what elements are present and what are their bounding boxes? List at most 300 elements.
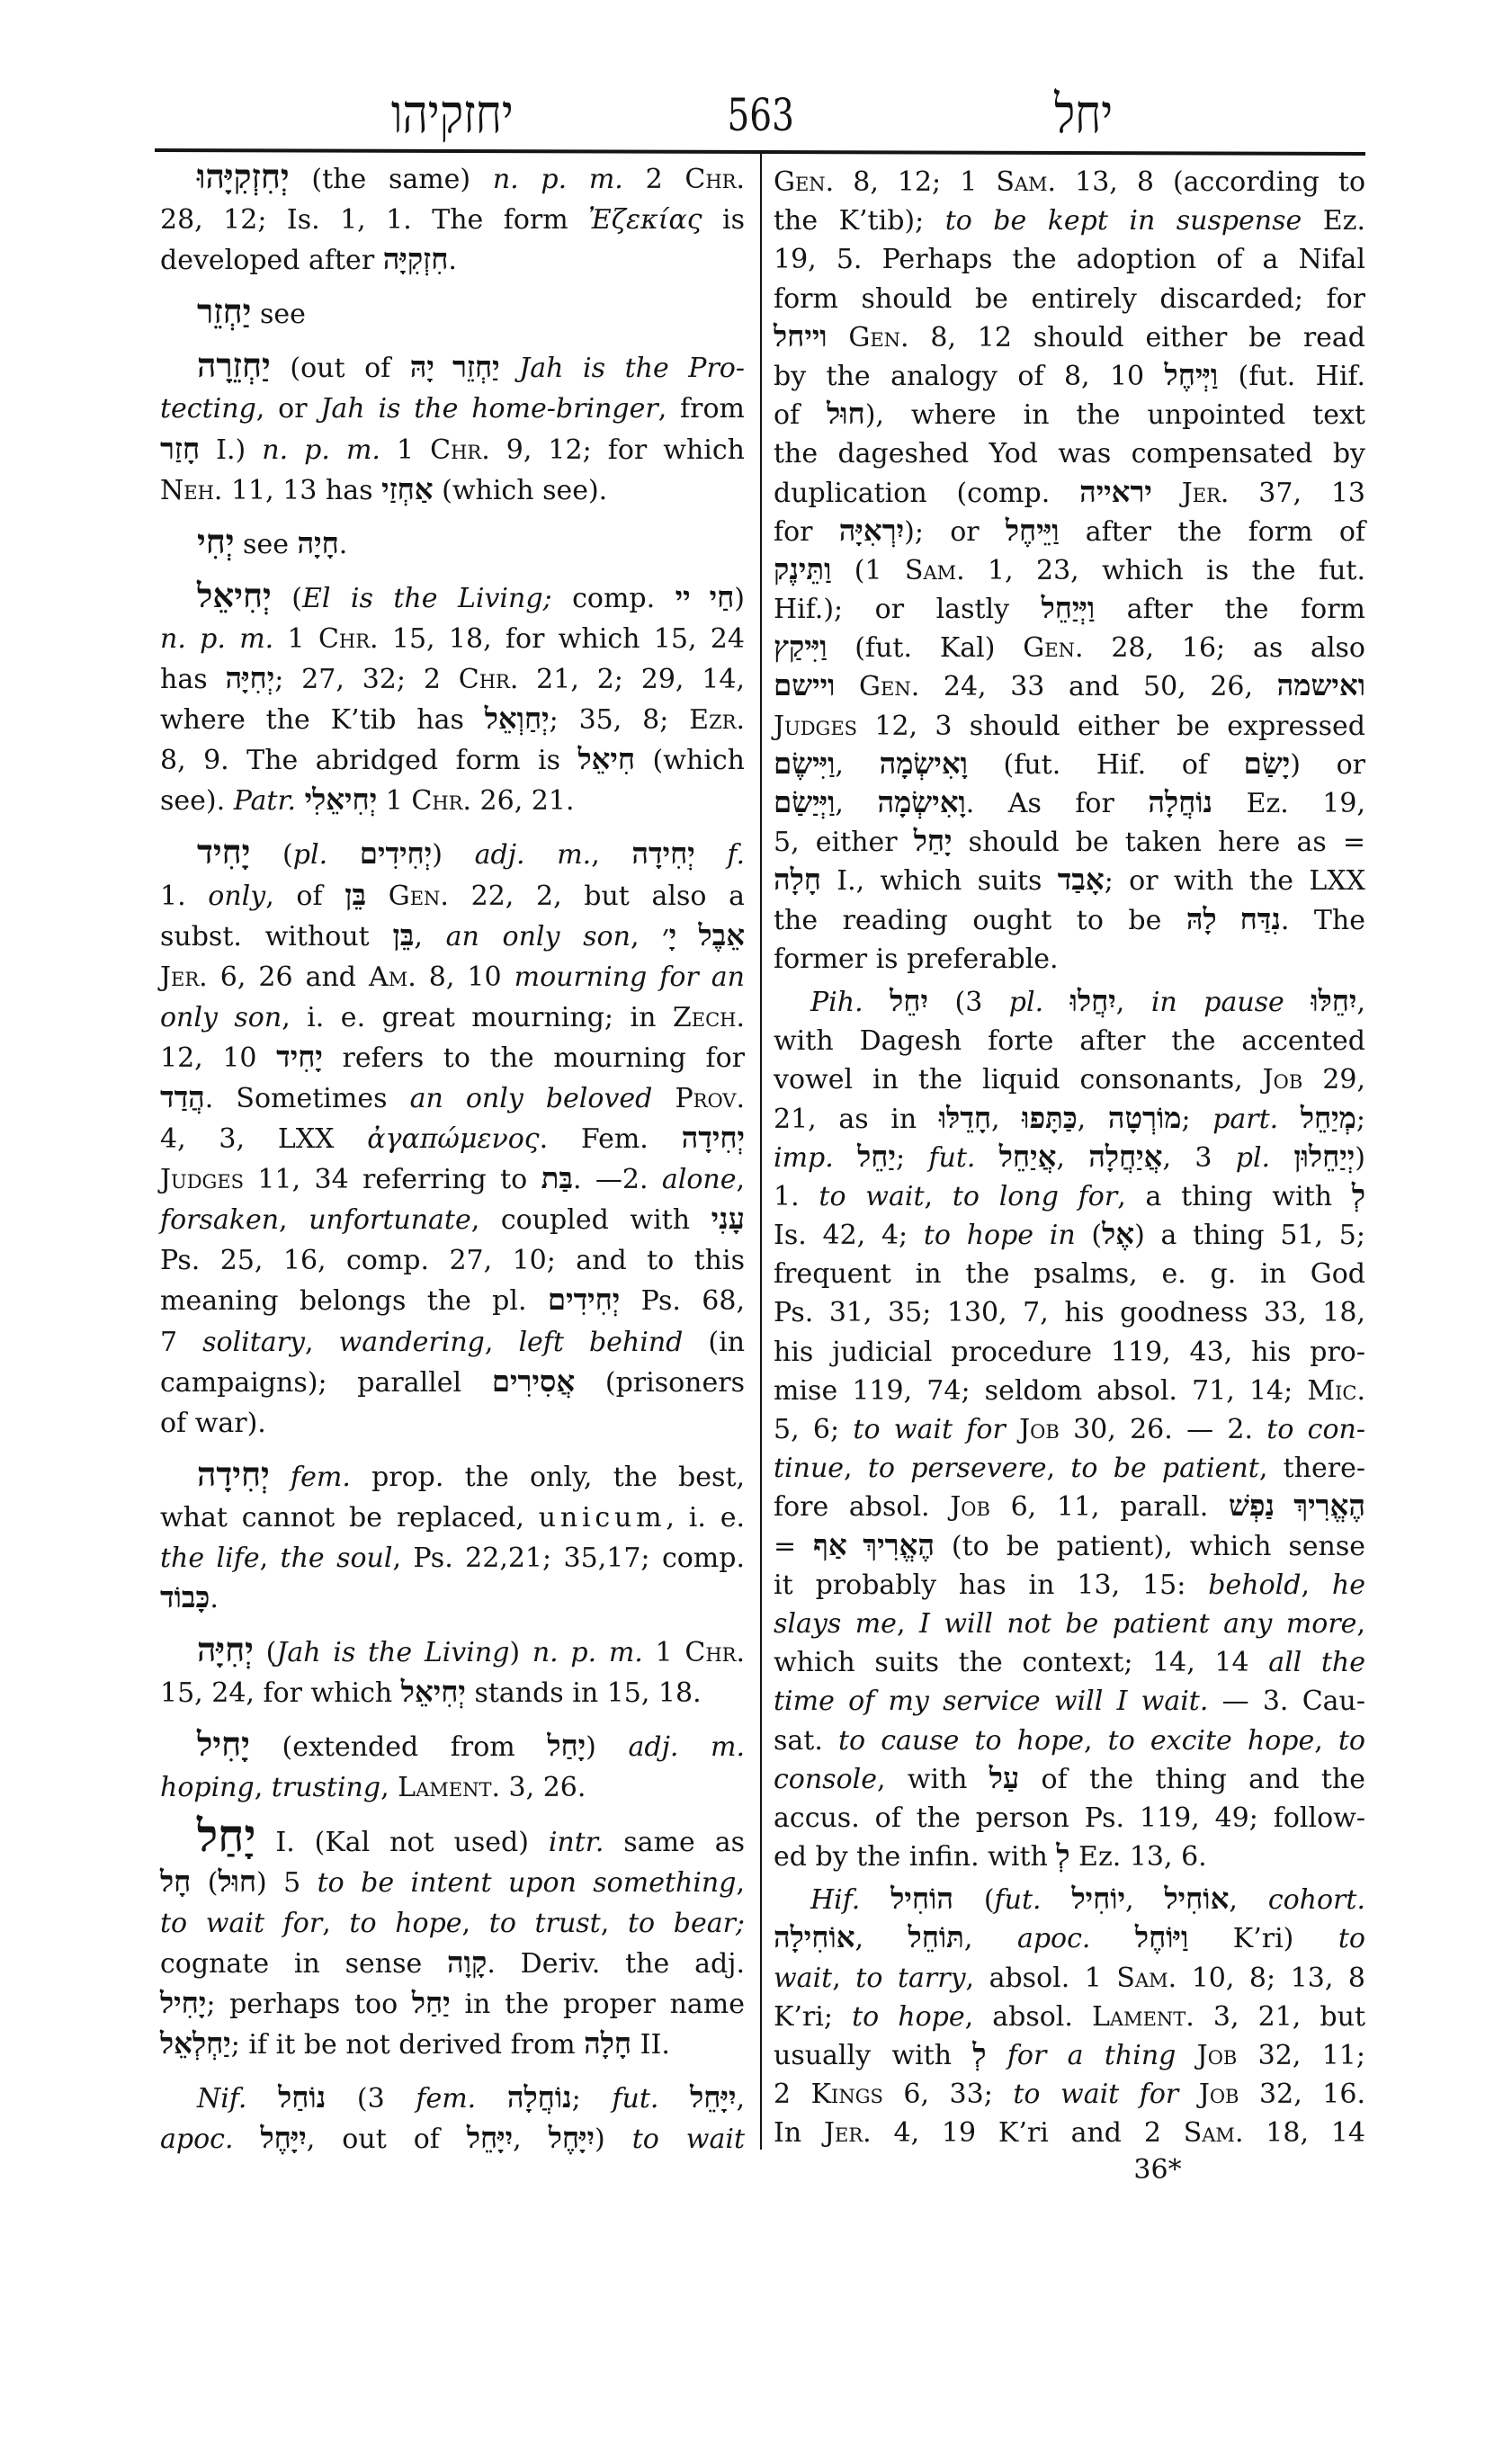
- hebrew-word: יִחֵלּוּ: [1311, 985, 1357, 1018]
- italic-text: fem.: [291, 1461, 351, 1493]
- text: 11, 13 has: [222, 474, 382, 506]
- text: ; perhaps too: [206, 1988, 412, 2020]
- text: is: [702, 204, 746, 237]
- hebrew-word: עַל: [989, 1762, 1020, 1795]
- text: ,: [305, 1326, 339, 1358]
- book-reference: Gen.: [848, 321, 909, 353]
- text: former is preferable.: [774, 943, 1059, 975]
- italic-text: to be intent upon something: [317, 1866, 737, 1899]
- text: 5, either: [774, 827, 914, 859]
- text: , from: [658, 393, 745, 425]
- text: campaigns); parallel: [160, 1366, 492, 1399]
- left-column-line: [160, 1863, 745, 1903]
- hebrew-word: וָאִישְׂמָה: [879, 747, 968, 781]
- left-column-line: [160, 1632, 745, 1673]
- text: Ps. 25, 16, comp. 27, 10; and to this: [160, 1245, 745, 1277]
- italic-text: adj. m.: [474, 839, 592, 872]
- left-column-line: [160, 2119, 745, 2159]
- text: . As for: [965, 788, 1149, 819]
- text: ,: [322, 1907, 350, 1939]
- hebrew-word: כַּתָּפוּ: [1022, 1102, 1078, 1135]
- left-column-line: [160, 619, 745, 659]
- text: form should be entirely discarded; for: [774, 282, 1365, 315]
- text: (the same): [289, 164, 493, 195]
- text: , a thing with: [1117, 1180, 1352, 1212]
- hebrew-word: וַתֵּינֶק: [774, 553, 832, 586]
- left-column-line: [160, 1281, 745, 1321]
- text: [828, 322, 849, 353]
- text: his judicial procedure 119, 43, his pro-: [774, 1336, 1365, 1368]
- italic-text: to wait for: [160, 1907, 323, 1939]
- text: of: [774, 399, 828, 432]
- text: see: [234, 528, 298, 560]
- text: ,: [630, 920, 663, 952]
- text: [1178, 2079, 1199, 2110]
- hebrew-word: יָחִיד: [276, 1041, 323, 1074]
- left-column-line: [160, 1767, 745, 1808]
- text: frequent in the psalms, e. g. in God: [774, 1258, 1365, 1291]
- text: — 3. Cau-: [1208, 1685, 1365, 1718]
- italic-text: Jah is the home-bringer: [320, 393, 658, 425]
- italic-text: unfortunate: [309, 1204, 471, 1237]
- italic-text: imp.: [774, 1141, 834, 1174]
- book-reference: Job: [1198, 2079, 1239, 2111]
- text: ): [1355, 1141, 1365, 1174]
- text: by the analogy of 8, 10: [774, 360, 1165, 392]
- text: 6, 26 and: [207, 961, 370, 993]
- text: (prisoners: [575, 1366, 745, 1399]
- text: 1.: [774, 1180, 819, 1212]
- italic-text: alone: [661, 1164, 737, 1196]
- hebrew-word: יִחֵל: [890, 985, 928, 1018]
- text: ,: [1084, 1724, 1108, 1757]
- guide-word-left: יחזקיהו: [390, 85, 514, 144]
- hebrew-word: נוֹחַל: [278, 2082, 327, 2115]
- text: ,: [1046, 1453, 1071, 1485]
- italic-text: to bear;: [627, 1907, 746, 1939]
- book-reference: Prov.: [675, 1082, 745, 1114]
- text: ,: [844, 1453, 868, 1485]
- book-reference: Sam.: [904, 554, 965, 586]
- text: [1006, 1414, 1019, 1445]
- text: duplication (comp.: [774, 477, 1080, 509]
- text: ,: [600, 1907, 628, 1939]
- italic-text: to persevere: [867, 1453, 1047, 1485]
- text: ,: [1301, 1569, 1332, 1601]
- italic-text: the life: [160, 1542, 260, 1574]
- italic-text: to tarry: [855, 1962, 966, 1994]
- text: ): [432, 839, 475, 872]
- headword: יְחִידָה: [197, 1456, 270, 1494]
- hebrew-word: הֶאֱרִיךְ אַף: [813, 1529, 935, 1562]
- text: with Dagesh forte after the accented: [774, 1025, 1365, 1058]
- left-column-line: [160, 1240, 745, 1281]
- text: [1152, 478, 1182, 509]
- headword: יְחִזְקִיָּהוּ: [197, 159, 290, 196]
- text: (out of: [270, 353, 410, 385]
- hebrew-word: חִזְקִיָּה: [382, 244, 449, 277]
- text: ,: [736, 1866, 745, 1899]
- text: prop. the only, the best,: [350, 1461, 745, 1493]
- text: , with: [877, 1763, 989, 1795]
- text: (3: [326, 2083, 416, 2115]
- right-column-line: [774, 1293, 1365, 1332]
- text: ): [734, 582, 746, 614]
- right-column-line: [774, 1100, 1365, 1139]
- headword: יְחִי: [197, 523, 235, 561]
- italic-text: mourning for an: [514, 961, 745, 993]
- italic-text: n. p. m.: [492, 164, 623, 195]
- text: =: [774, 1530, 814, 1562]
- italic-text: adj. m.: [628, 1731, 745, 1764]
- book-reference: Job: [950, 1491, 990, 1524]
- left-column-line: [160, 781, 745, 821]
- running-head-center: [716, 79, 806, 151]
- text: (extended from: [249, 1731, 548, 1764]
- text: (which: [635, 745, 745, 777]
- text: 28, 12; Is. 1, 1. The form: [160, 204, 589, 237]
- right-column-line: [774, 1527, 1365, 1566]
- left-column-line: [160, 1038, 745, 1078]
- book-reference: Judges: [160, 1164, 245, 1196]
- italic-text: to wait for: [853, 1414, 1006, 1445]
- right-column-line: [774, 1881, 1365, 1919]
- text: ,: [736, 1164, 746, 1196]
- text: ,: [1077, 1103, 1108, 1135]
- text: subst. without: [160, 920, 393, 952]
- italic-text: only: [208, 880, 266, 912]
- left-column-line: [160, 700, 745, 740]
- right-column-line: [774, 1919, 1365, 1958]
- text: [1090, 1923, 1134, 1954]
- text: 12, 10: [160, 1042, 277, 1074]
- headword: יַחְזֵר: [197, 294, 252, 332]
- text: . Fem.: [539, 1123, 682, 1156]
- italic-text: Pih.: [810, 986, 863, 1018]
- hebrew-word: יראייה: [1079, 476, 1152, 509]
- right-column-line: [774, 1838, 1365, 1876]
- hebrew-word: יְחִיָּה: [225, 663, 275, 696]
- left-column: [160, 159, 745, 2159]
- text: ,: [414, 920, 446, 952]
- book-reference: Chr.: [684, 1637, 745, 1669]
- italic-text: to long for: [952, 1180, 1118, 1212]
- hebrew-word: אוֹחִילָה: [774, 1922, 855, 1955]
- italic-text: all the: [1268, 1647, 1365, 1679]
- hebrew-word: וַיִּישֶׂם: [774, 747, 836, 781]
- text: 19, 5. Perhaps the adoption of a Nifal: [774, 244, 1365, 276]
- text: ), where in the unpointed text: [864, 399, 1365, 432]
- text: it probably has in 13, 15:: [774, 1569, 1209, 1601]
- hebrew-word: וַיֵּיחֶל: [1005, 514, 1060, 548]
- right-column-line: [774, 396, 1365, 434]
- text: I., which suits: [820, 865, 1058, 898]
- left-column-line: [160, 1944, 745, 1984]
- left-column-line: [160, 1159, 745, 1200]
- text: the K’tib);: [774, 205, 945, 237]
- text: ) 5: [256, 1866, 318, 1899]
- hebrew-word: וייחל: [774, 320, 828, 353]
- left-column-line: [160, 200, 745, 240]
- left-column-line: [160, 1363, 745, 1403]
- page-number: 563: [727, 89, 795, 141]
- italic-text: Nif.: [197, 2083, 247, 2115]
- italic-text: only son: [160, 1001, 282, 1033]
- text: ): [586, 1731, 629, 1764]
- text: after the form: [1095, 594, 1365, 626]
- text: .: [448, 245, 457, 277]
- italic-text: left behind: [518, 1326, 684, 1358]
- text: accus. of the person Ps. 119, 49; follow-: [774, 1802, 1365, 1834]
- text: see).: [160, 785, 234, 818]
- text: [835, 671, 859, 702]
- right-column-line: [774, 1372, 1365, 1410]
- text: 11, 34 referring to: [244, 1164, 541, 1196]
- italic-text: slays me: [774, 1607, 897, 1640]
- book-reference: Kings: [810, 2079, 883, 2111]
- text: sat.: [774, 1724, 838, 1757]
- text: ; 35, 8;: [549, 704, 690, 737]
- text: ,: [854, 1923, 908, 1955]
- left-column-line: [160, 389, 745, 429]
- book-reference: Gen.: [774, 166, 835, 198]
- text: developed after: [160, 245, 383, 277]
- text: [296, 785, 305, 817]
- hebrew-word: הֲדַד: [160, 1081, 205, 1114]
- left-column-line: [160, 348, 745, 389]
- book-reference: Sam.: [1183, 2117, 1244, 2150]
- text: ,: [924, 1180, 953, 1212]
- text: [1270, 1142, 1293, 1174]
- text: (fut. Hif.: [1218, 360, 1365, 392]
- italic-text: trusting: [271, 1772, 381, 1804]
- right-column-line: [774, 1998, 1365, 2036]
- hebrew-word: יַחְלְאֵל: [160, 2028, 231, 2061]
- text: (: [253, 1637, 277, 1669]
- text: [1284, 987, 1311, 1018]
- root-headword: יָחַל: [197, 1811, 256, 1861]
- hebrew-word: וַיְּיַשַׂם: [774, 787, 836, 819]
- right-column-line: [774, 1449, 1365, 1488]
- text: ;: [571, 2083, 613, 2115]
- book-reference: Gen.: [1023, 632, 1084, 665]
- italic-text: an only son: [445, 920, 631, 952]
- italic-text: n. p. m.: [160, 622, 274, 655]
- text: 21, 2; 29, 14,: [518, 664, 745, 696]
- left-column-line: [160, 240, 745, 281]
- hebrew-word: חוּל: [218, 1865, 257, 1899]
- italic-text: he: [1331, 1569, 1365, 1601]
- text: ;: [1355, 1103, 1365, 1135]
- left-column-line: [160, 1119, 745, 1159]
- right-column-line: [774, 784, 1365, 823]
- hebrew-word: יַחֵל: [857, 1140, 896, 1174]
- text: Ez.: [1302, 205, 1365, 237]
- hebrew-word: יִרְאִיָּה: [838, 514, 905, 548]
- text: 4, 19 K’ri and 2: [871, 2117, 1184, 2150]
- text: ;: [895, 1141, 929, 1174]
- hebrew-word: נוֹחֲלָה: [506, 2082, 572, 2115]
- text: 21, as in: [774, 1103, 939, 1135]
- right-column-line: [774, 823, 1365, 862]
- right-column-line: [774, 940, 1365, 979]
- italic-text: pl.: [1235, 1141, 1271, 1174]
- text: ;: [1181, 1103, 1213, 1135]
- text: 12, 3 should either be expressed: [857, 710, 1365, 742]
- book-reference: Chr.: [430, 434, 490, 466]
- text: ; if it be not derived from: [230, 2029, 585, 2061]
- text: , there-: [1258, 1453, 1365, 1485]
- text: [652, 1083, 675, 1114]
- italic-text: hoping: [160, 1772, 255, 1804]
- book-reference: Chr.: [458, 664, 519, 696]
- text: Ps. 31, 35; 130, 7, his goodness 33, 18,: [774, 1297, 1365, 1329]
- italic-text: to: [1338, 1724, 1365, 1757]
- italic-text: El is the Living;: [301, 582, 552, 614]
- hebrew-word: אֲסִירִים: [491, 1365, 576, 1399]
- book-reference: Jer.: [160, 961, 208, 993]
- text: ,: [513, 2124, 549, 2156]
- italic-text: f.: [727, 839, 745, 872]
- text: Ps. 68,: [620, 1285, 745, 1318]
- right-column-line: [774, 1682, 1365, 1721]
- text: 18, 14: [1243, 2117, 1365, 2150]
- text: which suits the context; 14, 14: [774, 1647, 1269, 1679]
- left-column-line: [160, 1200, 745, 1240]
- italic-text: to hope: [349, 1907, 462, 1939]
- left-column-line: [160, 917, 745, 957]
- italic-text: tinue: [774, 1453, 845, 1485]
- hebrew-word: יִיָּחֵל: [690, 2082, 737, 2115]
- text: II.: [631, 2029, 670, 2061]
- left-column-line: [160, 1498, 745, 1538]
- italic-text: fut.: [928, 1141, 976, 1174]
- left-column-line: [160, 659, 745, 700]
- book-reference: Chr.: [318, 622, 379, 655]
- hebrew-word: אֲיַחֵל: [998, 1140, 1057, 1174]
- right-column-line: [774, 318, 1365, 357]
- hebrew-word: יְחַוְאֵל: [484, 703, 550, 737]
- text: [987, 2040, 1007, 2071]
- book-reference: Mic.: [1307, 1374, 1365, 1407]
- text: [860, 1884, 890, 1916]
- hebrew-word: יְחִיאֵל: [400, 1677, 466, 1710]
- hebrew-word: וָאִישְׂמָה: [877, 787, 966, 819]
- spaced-text: unicum: [538, 1501, 667, 1533]
- left-column-line: [160, 957, 745, 997]
- left-column-line: [160, 1903, 745, 1944]
- italic-text: the soul: [280, 1542, 393, 1574]
- text: 1: [380, 434, 431, 466]
- left-column-line: [160, 2079, 745, 2119]
- text: 15, 18, for which 15, 24: [378, 622, 745, 655]
- italic-text: wait: [774, 1962, 833, 1994]
- italic-text: pl.: [1008, 986, 1044, 1018]
- book-reference: Lament.: [1092, 2000, 1194, 2033]
- text: 13, 8 (according to: [1056, 166, 1366, 198]
- hebrew-word: עָנִי: [711, 1203, 745, 1237]
- book-reference: Gen.: [388, 880, 449, 912]
- hebrew-word: מְיַחֵל: [1300, 1102, 1356, 1135]
- italic-text: I will not be patient any more: [919, 1607, 1357, 1640]
- book-reference: Job: [1196, 2040, 1238, 2071]
- text: , absol. 1: [965, 1962, 1117, 1994]
- right-column-line: [774, 901, 1365, 940]
- italic-text: fem.: [416, 2083, 477, 2115]
- text: 3, 26.: [500, 1772, 586, 1804]
- hebrew-word: יָשַׂם: [1243, 747, 1291, 781]
- text: 8, 10: [416, 961, 514, 993]
- text: 2: [622, 164, 685, 195]
- book-reference: Neh.: [160, 474, 223, 506]
- hebrew-word: יִיָּחֶל: [548, 2123, 595, 2156]
- running-head-left: [378, 78, 526, 150]
- text: I.): [200, 434, 263, 466]
- text: ): [509, 1637, 532, 1669]
- text: (to be patient), which sense: [934, 1530, 1365, 1562]
- hebrew-word: יִיָּחֶל: [260, 2123, 307, 2156]
- left-column-line: [160, 997, 745, 1038]
- text: 8, 9. The abridged form is: [160, 745, 578, 777]
- left-column-line: [160, 524, 745, 565]
- text: . Deriv. the adj.: [487, 1947, 745, 1980]
- right-column-line: [774, 513, 1365, 551]
- book-reference: Am.: [369, 961, 416, 993]
- italic-text: n. p. m.: [262, 434, 380, 466]
- text: Ez. 19,: [1212, 788, 1365, 819]
- text: vowel in the liquid consonants,: [774, 1064, 1263, 1096]
- hebrew-word: יִיָּחֵל: [466, 2123, 514, 2156]
- text: ) a thing 51, 5;: [1134, 1220, 1365, 1252]
- right-column-line: [774, 434, 1365, 473]
- book-reference: Chr.: [411, 785, 472, 818]
- hebrew-word: חָלָה: [774, 864, 821, 898]
- hebrew-word: יוֹחִיל: [1071, 1883, 1126, 1917]
- right-column-line: [774, 1643, 1365, 1682]
- right-column-line: [774, 357, 1365, 396]
- text: the dageshed Yod was compensated by: [774, 438, 1365, 470]
- text: .: [338, 528, 348, 560]
- book-reference: Chr.: [684, 164, 745, 195]
- text: mise 119, 74; seldom absol. 71, 14;: [774, 1374, 1308, 1407]
- text: , coupled with: [470, 1204, 711, 1237]
- hebrew-word: חָלָה: [584, 2028, 632, 2061]
- text: Hif.); or lastly: [774, 594, 1042, 626]
- text: . Sometimes: [204, 1082, 410, 1114]
- text: In: [774, 2117, 824, 2150]
- text: 5, 6;: [774, 1414, 854, 1445]
- right-column-line: [774, 1255, 1365, 1293]
- italic-text: Ἐζεκίας: [588, 204, 702, 237]
- text: (: [191, 1866, 219, 1899]
- hebrew-word: הוֹחִיל: [890, 1883, 953, 1917]
- hebrew-word: יְחִידִים: [547, 1284, 621, 1318]
- text: [1278, 1104, 1301, 1135]
- hebrew-word: יָחַל: [547, 1730, 586, 1764]
- left-column-line: [160, 1457, 745, 1498]
- italic-text: part.: [1212, 1103, 1279, 1135]
- text: , absol.: [964, 2000, 1092, 2033]
- text: 32, 11;: [1237, 2040, 1365, 2071]
- headword: יַחְזֵרָה: [197, 348, 271, 386]
- left-column-line: [160, 294, 745, 335]
- text: should be taken here as =: [952, 827, 1366, 859]
- column-divider: [760, 151, 762, 2150]
- text: K’ri): [1188, 1923, 1338, 1955]
- italic-text: to hope in: [923, 1220, 1076, 1252]
- right-column-line: [774, 2036, 1365, 2075]
- text: K’ri;: [774, 2000, 853, 2033]
